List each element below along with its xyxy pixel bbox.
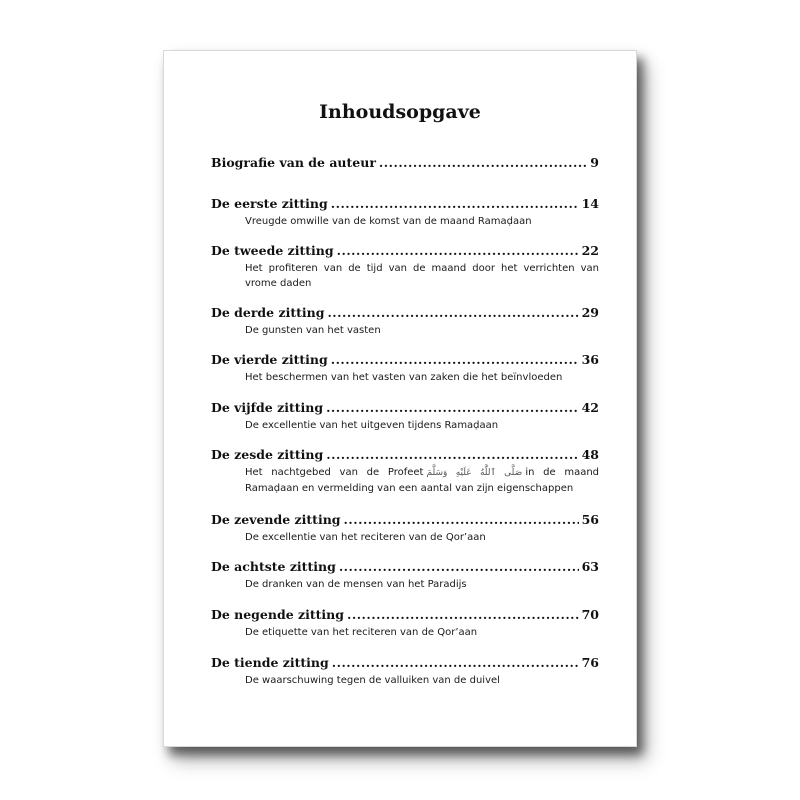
page-title: Inhoudsopgave: [319, 101, 481, 123]
toc-heading: De negende zitting: [211, 607, 344, 622]
toc-entry-10: [211, 655, 599, 688]
toc-entry-1: [211, 196, 599, 229]
toc-heading: De achtste zitting: [211, 559, 336, 574]
toc-page-number: 42: [581, 400, 599, 415]
toc-page-number: 14: [581, 196, 599, 211]
toc-heading-line: [211, 559, 599, 575]
dot-leader: [337, 243, 579, 259]
dot-leader: [331, 352, 579, 368]
dot-leader: [326, 447, 578, 463]
toc-entry-8: [211, 559, 599, 592]
toc-heading-line: [211, 400, 599, 416]
toc-subtitle: Het beschermen van het vasten van zaken die het beïnvloeden: [245, 372, 563, 383]
toc-heading: De vijfde zitting: [211, 400, 324, 415]
toc-heading: De tweede zitting: [211, 243, 334, 258]
toc-entry-3: [211, 305, 599, 338]
toc-page-number: 70: [581, 607, 599, 622]
toc-heading: Biografie van de auteur: [211, 155, 376, 170]
toc-subtitle: De gunsten van het vasten: [245, 325, 381, 336]
dot-leader: [331, 196, 579, 212]
toc-entry-4: [211, 352, 599, 385]
toc-heading-line: [211, 655, 599, 671]
toc-heading-line: [211, 196, 599, 212]
toc-page-number: 76: [581, 655, 599, 670]
toc-heading: De zevende zitting: [211, 512, 341, 527]
toc-subtitle: De excellentie van het uitgeven tijdens Ramaḍaan: [245, 420, 499, 431]
toc-subtitle: De waarschuwing tegen de valluiken van de duivel: [245, 675, 500, 686]
toc-entry-7: [211, 512, 599, 545]
dot-leader: [344, 512, 579, 528]
dot-leader: [339, 559, 579, 575]
toc-subtitle: Het profiteren van de tijd van de maand door het verrichten van vrome daden: [245, 263, 599, 289]
toc-heading-line: [211, 447, 599, 463]
toc-heading: De eerste zitting: [211, 196, 328, 211]
toc-heading-line: [211, 607, 599, 623]
toc-subtitle: De dranken van de mensen van het Paradijs: [245, 579, 467, 590]
toc-entry-2: [211, 243, 599, 291]
toc-subtitle: Vreugde omwille van de komst van de maand Ramaḍaan: [245, 216, 532, 227]
toc-page-number: 29: [581, 305, 599, 320]
toc-page-number: 9: [590, 155, 599, 170]
toc-entry-6: [211, 447, 599, 496]
toc-subtitle: De etiquette van het reciteren van de Qor’aan: [245, 627, 478, 638]
dot-leader: [379, 155, 587, 171]
toc-page-number: 48: [581, 447, 599, 462]
toc-entry-9: [211, 607, 599, 640]
toc-heading: De derde zitting: [211, 305, 325, 320]
toc-heading-line: [211, 155, 599, 171]
toc-heading: De vierde zitting: [211, 352, 328, 367]
toc-heading-line: [211, 352, 599, 368]
toc-heading: De zesde zitting: [211, 447, 324, 462]
toc-page-number: 56: [581, 512, 599, 527]
dot-leader: [327, 305, 578, 321]
toc-heading-line: [211, 512, 599, 528]
toc-entry-biography: [211, 155, 599, 171]
book-page: [163, 50, 637, 747]
toc-heading: De tiende zitting: [211, 655, 329, 670]
toc-subtitle-part: Het nachtgebed van de Profeet: [245, 467, 424, 478]
toc-heading-line: [211, 243, 599, 259]
dot-leader: [347, 607, 579, 623]
dot-leader: [326, 400, 579, 416]
toc-subtitle: De excellentie van het reciteren van de Qor’aan: [245, 532, 486, 543]
dot-leader: [332, 655, 579, 671]
toc-subtitle-part: in de maand Ramaḍaan en vermelding van een aantal van zijn eigenschappen: [245, 467, 600, 494]
toc-page-number: 22: [581, 243, 599, 258]
arabic-honorific: صَلَّى ٱللَّٰهُ عَلَيْهِ وَسَلَّمَ: [426, 468, 523, 478]
toc-heading-line: [211, 305, 599, 321]
toc-page-number: 36: [581, 352, 599, 367]
toc-subtitle: [211, 465, 599, 496]
toc-entry-5: [211, 400, 599, 433]
toc-page-number: 63: [581, 559, 599, 574]
